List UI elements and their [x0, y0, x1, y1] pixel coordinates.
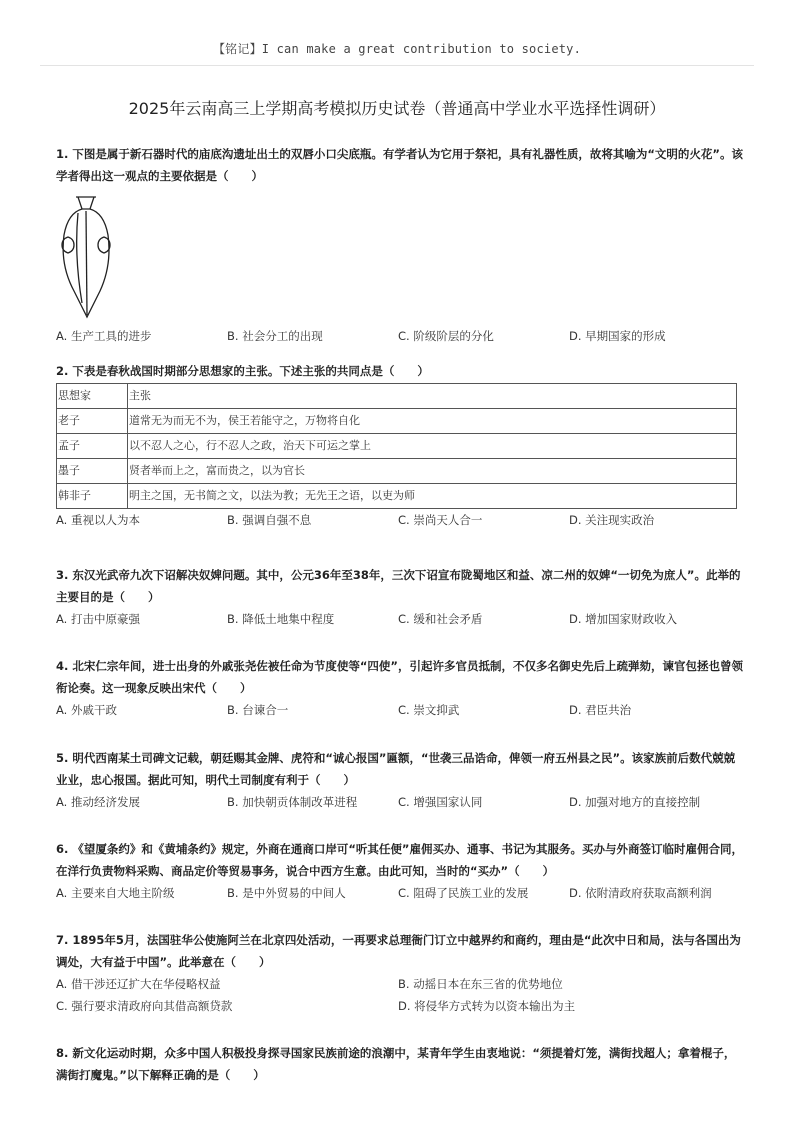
option-b[interactable]: B. 是中外贸易的中间人 — [227, 886, 346, 900]
option-c[interactable]: C. 阻碍了民族工业的发展 — [398, 886, 529, 900]
question-1 — [56, 143, 744, 347]
table-cell: 道常无为而无不为，侯王若能守之，万物将自化 — [128, 409, 737, 434]
option-d[interactable]: D. 依附清政府获取高额利润 — [569, 886, 712, 900]
question-2-stem: 2. 下表是春秋战国时期部分思想家的主张。下述主张的共同点是（ ） — [56, 364, 429, 378]
question-4 — [56, 655, 744, 721]
question-7 — [56, 929, 744, 1017]
question-6 — [56, 838, 744, 904]
option-c[interactable]: C. 阶级阶层的分化 — [398, 329, 494, 343]
option-c[interactable]: C. 缓和社会矛盾 — [398, 612, 483, 626]
option-a[interactable]: A. 打击中原豪强 — [56, 612, 140, 626]
option-b[interactable]: B. 强调自强不息 — [227, 513, 312, 527]
option-a[interactable]: A. 主要来自大地主阶级 — [56, 886, 175, 900]
question-2 — [56, 360, 744, 531]
table-cell: 孟子 — [57, 434, 128, 459]
question-7-options-row-1 — [56, 973, 744, 995]
question-4-options — [56, 699, 744, 721]
option-b[interactable]: B. 加快朝贡体制改革进程 — [227, 795, 358, 809]
header-motto: 【铭记】I can make a great contribution to society. — [212, 42, 582, 56]
table-cell: 老子 — [57, 409, 128, 434]
table-cell: 以不忍人之心，行不忍人之政，治天下可运之掌上 — [128, 434, 737, 459]
question-1-options — [56, 325, 744, 347]
table-cell: 墨子 — [57, 459, 128, 484]
question-5 — [56, 747, 744, 813]
question-2-options — [56, 509, 744, 531]
option-a[interactable]: A. 外戚干政 — [56, 703, 117, 717]
question-6-stem: 6. 《望厦条约》和《黄埔条约》规定，外商在通商口岸可“听其任便”雇佣买办、通事、书记为其服务。买办与外商签订临时雇佣合同，在洋行负责物料采购、商品定价等贸易事务，说合中西方生意。由此可知，当时的“买办”（ ） — [56, 842, 743, 878]
option-b[interactable]: B. 台谏合一 — [227, 703, 289, 717]
option-c[interactable]: C. 强行要求清政府向其借高额贷款 — [56, 999, 233, 1013]
question-3-options — [56, 608, 744, 630]
question-1-stem: 1. 下图是属于新石器时代的庙底沟遗址出土的双唇小口尖底瓶。有学者认为它用于祭祀，具有礼器性质，故将其喻为“文明的火花”。该学者得出这一观点的主要依据是（ ） — [56, 147, 743, 183]
question-4-stem: 4. 北宋仁宗年间，进士出身的外戚张尧佐被任命为节度使等“四使”，引起许多官员抵制，不仅多名御史先后上疏弹劾，谏官包拯也曾领衔论奏。这一现象反映出宋代（ ） — [56, 659, 743, 695]
option-b[interactable]: B. 降低土地集中程度 — [227, 612, 335, 626]
table-header-row — [57, 384, 737, 409]
question-7-options-row-2 — [56, 995, 744, 1017]
question-7-stem: 7. 1895年5月，法国驻华公使施阿兰在北京四处活动，一再要求总理衙门订立中越界约和商约，理由是“此次中日和局，法与各国出为调处，大有益于中国”。此举意在（ ） — [56, 933, 741, 969]
option-c[interactable]: C. 崇尚天人合一 — [398, 513, 483, 527]
option-a[interactable]: A. 重视以人为本 — [56, 513, 140, 527]
option-b[interactable]: B. 社会分工的出现 — [227, 329, 323, 343]
question-3 — [56, 564, 744, 630]
option-d[interactable]: D. 增加国家财政收入 — [569, 612, 678, 626]
table-cell: 明主之国，无书简之文，以法为教；无先王之语，以吏为师 — [128, 484, 737, 509]
question-6-options — [56, 882, 744, 904]
table-row — [57, 484, 737, 509]
option-d[interactable]: D. 关注现实政治 — [569, 513, 655, 527]
option-d[interactable]: D. 君臣共治 — [569, 703, 632, 717]
option-d[interactable]: D. 早期国家的形成 — [569, 329, 666, 343]
table-cell: 贤者举而上之，富而贵之，以为官长 — [128, 459, 737, 484]
option-a[interactable]: A. 生产工具的进步 — [56, 329, 152, 343]
page-title: 2025年云南高三上学期高考模拟历史试卷（普通高中学业水平选择性调研） — [128, 99, 666, 118]
table-row — [57, 409, 737, 434]
question-5-stem: 5. 明代西南某土司碑文记载，朝廷赐其金牌、虎符和“诚心报国”匾额，“世袭三品诰命，俾领一府五州县之民”。该家族前后数代兢兢业业，忠心报国。据此可知，明代土司制度有利于（ ） — [56, 751, 736, 787]
question-8 — [56, 1042, 744, 1086]
option-c[interactable]: C. 增强国家认同 — [398, 795, 483, 809]
table-cell: 韩非子 — [57, 484, 128, 509]
option-d[interactable]: D. 将侵华方式转为以资本输出为主 — [398, 999, 576, 1013]
question-5-options — [56, 791, 744, 813]
table-row — [57, 434, 737, 459]
question-8-stem: 8. 新文化运动时期，众多中国人积极投身探寻国家民族前途的浪潮中，某青年学生由衷地说：“须提着灯笼，满街找超人；拿着棍子，满街打魔鬼。”以下解释正确的是（ ） — [56, 1046, 736, 1082]
vase-illustration-icon — [56, 195, 116, 321]
option-c[interactable]: C. 崇文抑武 — [398, 703, 460, 717]
table-header-cell: 主张 — [128, 384, 737, 409]
option-d[interactable]: D. 加强对地方的直接控制 — [569, 795, 701, 809]
table-row — [57, 459, 737, 484]
option-b[interactable]: B. 动摇日本在东三省的优势地位 — [398, 977, 563, 991]
header-divider — [40, 65, 754, 66]
option-a[interactable]: A. 推动经济发展 — [56, 795, 140, 809]
table-header-cell: 思想家 — [57, 384, 128, 409]
question-3-stem: 3. 东汉光武帝九次下诏解决奴婢问题。其中，公元36年至38年，三次下诏宣布陇蜀地区和益、凉二州的奴婢“一切免为庶人”。此举的主要目的是（ ） — [56, 568, 741, 604]
thinkers-table — [56, 383, 737, 509]
option-a[interactable]: A. 借干涉还辽扩大在华侵略权益 — [56, 977, 221, 991]
